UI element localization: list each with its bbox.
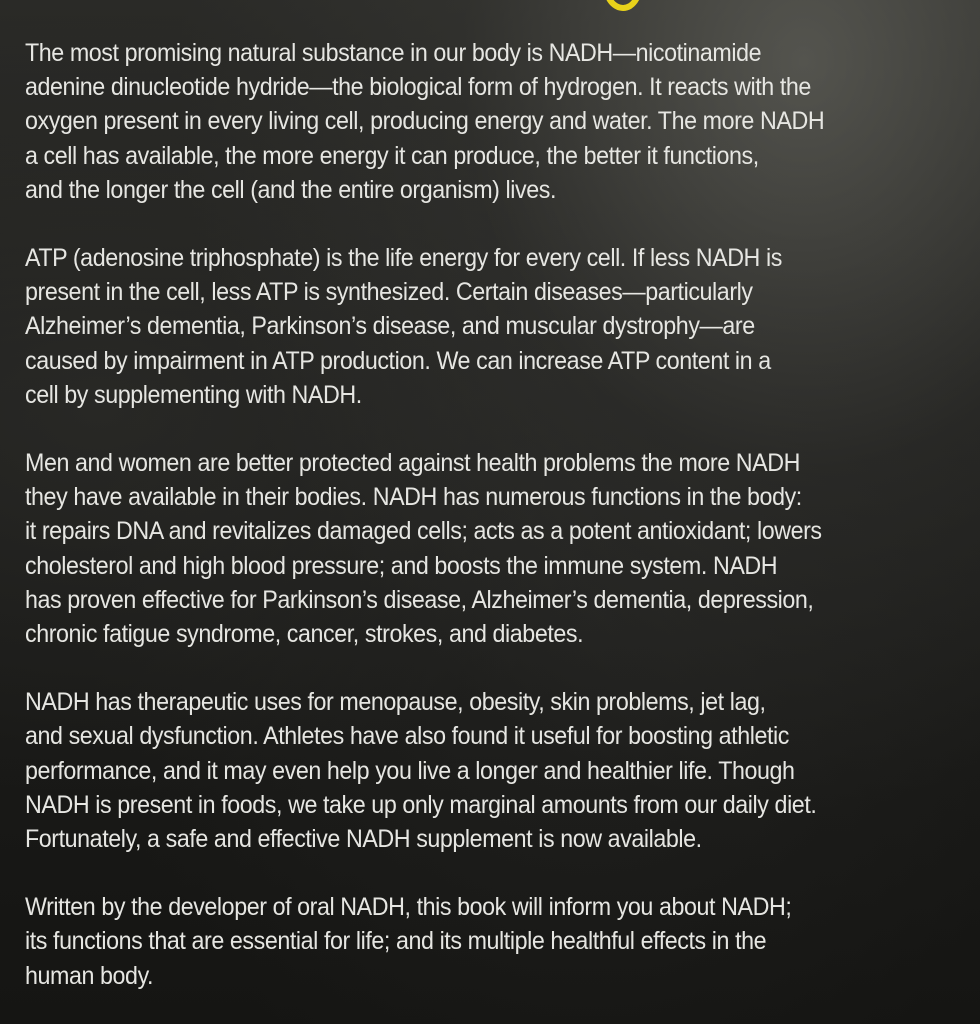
text-line: cell by supplementing with NADH. — [25, 380, 362, 409]
blurb-text — [25, 36, 899, 1024]
paragraph-therapeutic-uses — [25, 685, 899, 856]
text-line: ATP (adenosine triphosphate) is the life energy for every cell. If less NADH is — [25, 244, 782, 273]
text-line: Fortunately, a safe and effective NADH supplement is now available. — [25, 825, 702, 854]
text-line: Men and women are better protected against health problems the more NADH — [25, 449, 801, 478]
paragraph-about-book — [25, 890, 899, 993]
text-line: present in the cell, less ATP is synthesized. Certain diseases—particularly — [25, 278, 753, 307]
text-line: and the longer the cell (and the entire organism) lives. — [25, 175, 557, 204]
text-line: human body. — [25, 961, 154, 990]
text-line: Written by the developer of oral NADH, this book will inform you about NADH; — [25, 893, 792, 922]
text-line: its functions that are essential for life; and its multiple healthful effects in the — [25, 927, 767, 956]
text-line: caused by impairment in ATP production. We can increase ATP content in a — [25, 346, 771, 375]
text-line: it repairs DNA and revitalizes damaged cells; acts as a potent antioxidant; lowers — [25, 517, 822, 546]
text-line: cholesterol and high blood pressure; and boosts the immune system. NADH — [25, 551, 778, 580]
paragraph-nadh-intro — [25, 36, 899, 207]
yellow-ornament-icon — [600, 0, 648, 16]
text-line: a cell has available, the more energy it can produce, the better it functions, — [25, 141, 759, 170]
text-line: oxygen present in every living cell, producing energy and water. The more NADH — [25, 107, 825, 136]
text-line: chronic fatigue syndrome, cancer, strokes, and diabetes. — [25, 620, 584, 649]
paragraph-atp — [25, 241, 899, 412]
text-line: The most promising natural substance in our body is NADH—nicotinamide — [25, 39, 762, 67]
text-line: adenine dinucleotide hydride—the biological form of hydrogen. It reacts with the — [25, 73, 811, 102]
text-line: and sexual dysfunction. Athletes have also found it useful for boosting athletic — [25, 722, 789, 751]
paragraph-health-benefits — [25, 446, 899, 651]
text-line: Alzheimer’s dementia, Parkinson’s disease, and muscular dystrophy—are — [25, 312, 755, 341]
text-line: NADH is present in foods, we take up only marginal amounts from our daily diet. — [25, 790, 817, 819]
text-line: performance, and it may even help you live a longer and healthier life. Though — [25, 756, 795, 785]
text-line: they have available in their bodies. NADH has numerous functions in the body: — [25, 483, 802, 512]
text-line: NADH has therapeutic uses for menopause, obesity, skin problems, jet lag, — [25, 688, 766, 717]
text-line: has proven effective for Parkinson’s disease, Alzheimer’s dementia, depression, — [25, 585, 814, 614]
